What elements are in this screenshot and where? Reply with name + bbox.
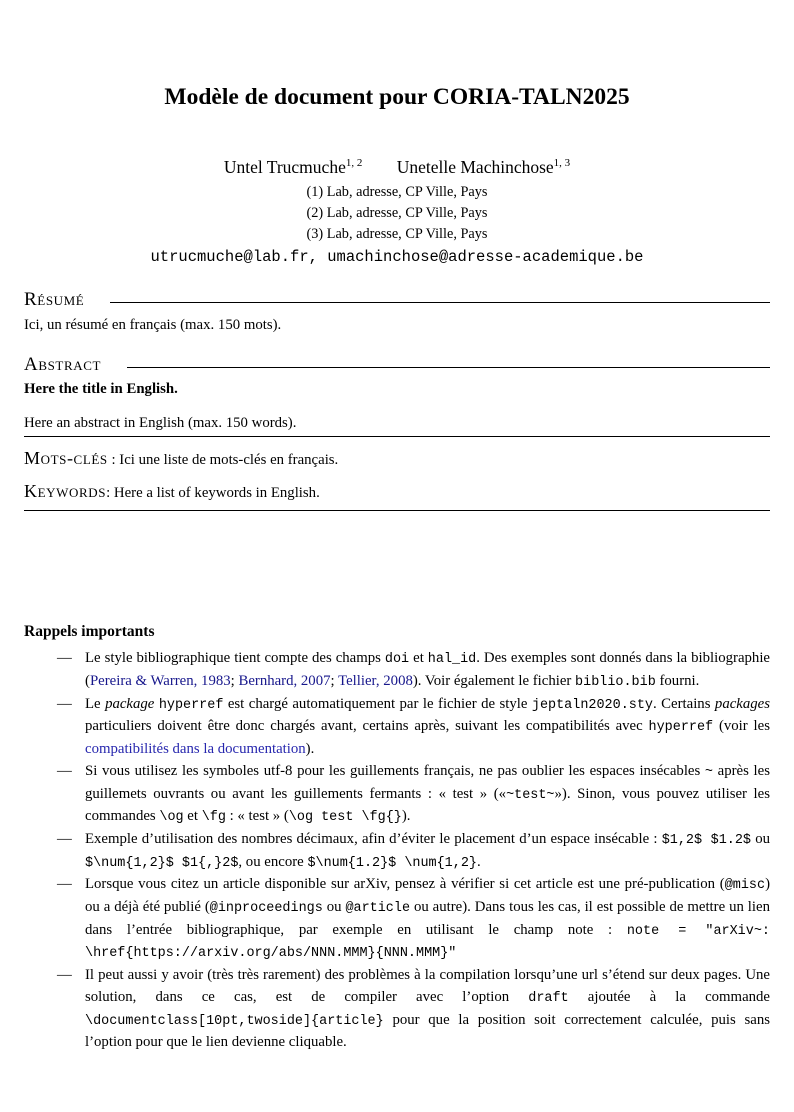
frontmatter-section bbox=[24, 289, 770, 511]
motscles-separator: : bbox=[107, 452, 120, 469]
emphasis-text: package bbox=[105, 695, 155, 712]
inline-code: biblio.bib bbox=[575, 675, 656, 691]
dash-marker: — bbox=[57, 762, 72, 779]
affiliation-2: (2) Lab, adresse, CP Ville, Pays bbox=[306, 205, 488, 222]
text-segment: ). Voir également le fichier bbox=[412, 673, 576, 690]
text-segment: est chargé automatiquement par le fichier de style bbox=[223, 695, 532, 712]
text-segment: et bbox=[409, 650, 428, 667]
list-item bbox=[24, 874, 770, 965]
dash-marker: — bbox=[57, 695, 72, 712]
inline-code: hal_id bbox=[427, 652, 477, 668]
inline-code: doi bbox=[384, 652, 410, 668]
text-segment: ; bbox=[230, 673, 239, 690]
list-item bbox=[24, 694, 770, 761]
affiliations-block bbox=[24, 182, 770, 245]
emphasis-text: packages bbox=[714, 695, 770, 712]
keywords-label: Keywords bbox=[24, 481, 107, 502]
authors-line bbox=[24, 157, 770, 178]
inline-code: \og bbox=[159, 810, 184, 826]
text-segment: ; bbox=[330, 673, 339, 690]
inline-code: hyperref bbox=[158, 697, 224, 713]
text-segment: . Certains bbox=[653, 695, 715, 712]
list-item-text bbox=[85, 696, 770, 757]
resume-text: Ici, un résumé en français (max. 150 mots). bbox=[24, 317, 282, 334]
list-item-text bbox=[85, 650, 770, 689]
author-2 bbox=[397, 157, 570, 177]
author-emails: utrucmuche@lab.fr, umachinchose@adresse-academique.be bbox=[150, 248, 644, 267]
text-segment: , ou encore bbox=[238, 853, 308, 870]
text-segment: fourni. bbox=[655, 673, 700, 690]
keywords-separator: : bbox=[106, 485, 114, 502]
abstract-label: Abstract bbox=[24, 354, 102, 376]
list-item-text bbox=[85, 876, 770, 960]
text-segment: après les guillemets ouvrants ou avant les guillements fermants : « test » (« bbox=[85, 762, 770, 802]
resume-rule bbox=[110, 302, 770, 303]
text-segment: Le style bibliographique tient compte des champs bbox=[85, 650, 385, 667]
list-item bbox=[24, 761, 770, 829]
inline-code: $\num{1,2}$ $1{,}2$ bbox=[85, 855, 239, 871]
citation-link[interactable]: Bernhard, 2007 bbox=[238, 673, 331, 690]
abstract-section-header bbox=[24, 354, 770, 376]
text-segment: et bbox=[183, 808, 202, 825]
inline-code: \og test \fg{} bbox=[288, 810, 402, 826]
inline-code: @misc bbox=[724, 878, 766, 894]
dash-marker: — bbox=[57, 830, 72, 847]
motscles-line bbox=[24, 449, 770, 469]
list-item-text bbox=[85, 967, 770, 1050]
rappels-section bbox=[24, 623, 770, 1054]
author-affiliation-sup: 1, 3 bbox=[553, 157, 571, 170]
abstract-rule bbox=[127, 367, 770, 368]
inline-code: $1,2$ $1.2$ bbox=[661, 832, 752, 848]
text-segment: ) ou a déjà été publié ( bbox=[85, 876, 770, 916]
inline-code: @article bbox=[345, 901, 411, 917]
author-1 bbox=[224, 157, 363, 177]
text-segment: ou bbox=[751, 830, 771, 847]
list-item bbox=[24, 648, 770, 693]
dash-marker: — bbox=[57, 876, 72, 893]
list-item-text bbox=[85, 831, 770, 870]
affiliation-3: (3) Lab, adresse, CP Ville, Pays bbox=[306, 226, 488, 243]
text-segment: ou bbox=[322, 899, 346, 916]
inline-code: \fg bbox=[201, 810, 226, 826]
dash-marker: — bbox=[57, 967, 72, 984]
text-segment: Lorsque vous citez un article disponible sur arXiv, pensez à vérifier si cet article est une pré-publication ( bbox=[85, 876, 725, 893]
text-segment: ou autre). Dans tous les cas, il est possible de mettre un lien dans l’entrée bibliographique, par exemple en utilisant le champ note : bbox=[85, 899, 770, 938]
keywords-line bbox=[24, 482, 770, 511]
inline-code: \documentclass[10pt,twoside]{article} bbox=[85, 1013, 384, 1029]
inline-code: ~test~ bbox=[506, 787, 555, 803]
paper-header bbox=[24, 84, 770, 268]
text-segment: ajoutée à la commande bbox=[568, 988, 771, 1005]
text-segment: : « test » ( bbox=[225, 808, 289, 825]
text-segment: ). bbox=[305, 741, 315, 758]
text-segment: Si vous utilisez les symboles utf-8 pour les guillements français, ne pas oublier les espaces insécables bbox=[85, 762, 705, 779]
motscles-text: Ici une liste de mots-clés en français. bbox=[119, 452, 339, 469]
inline-code: note = "arXiv~: \href{https://arxiv.org/abs/NNN.MMM}{NNN.MMM}" bbox=[85, 923, 770, 962]
keywords-text: Here a list of keywords in English. bbox=[113, 485, 320, 502]
resume-section-header bbox=[24, 289, 770, 311]
resume-label: Résumé bbox=[24, 289, 85, 311]
citation-link[interactable]: Pereira & Warren, 1983 bbox=[89, 673, 231, 690]
dash-marker: — bbox=[57, 650, 72, 667]
text-segment: Le bbox=[85, 695, 106, 712]
author-name: Unetelle Machinchose bbox=[396, 157, 554, 178]
motscles-label: Mots-clés bbox=[24, 448, 108, 469]
rappels-heading: Rappels importants bbox=[24, 623, 155, 641]
text-segment: particuliers doivent être donc chargés avant, certains après, suivant les compatibilités avec bbox=[85, 718, 649, 735]
abstract-text: Here an abstract in English (max. 150 words). bbox=[24, 415, 770, 437]
rappels-list bbox=[24, 648, 770, 1054]
text-segment: »). Sinon, vous pouvez utiliser les commandes bbox=[85, 785, 770, 825]
inline-code: jeptaln2020.sty bbox=[531, 697, 653, 713]
list-item bbox=[24, 829, 770, 874]
inline-code: draft bbox=[528, 990, 569, 1006]
text-segment: ). bbox=[401, 808, 411, 825]
paper-title: Modèle de document pour CORIA-TALN2025 bbox=[164, 84, 630, 110]
list-item bbox=[24, 965, 770, 1054]
list-item-text bbox=[85, 763, 770, 824]
affiliation-1: (1) Lab, adresse, CP Ville, Pays bbox=[306, 184, 488, 201]
author-name: Untel Trucmuche bbox=[223, 157, 346, 178]
text-segment: . bbox=[476, 853, 481, 870]
text-segment: . Des exemples sont donnés dans la bibliographie ( bbox=[85, 650, 771, 690]
inline-code: $\num{1.2}$ \num{1,2} bbox=[307, 855, 477, 871]
text-segment: Il peut aussi y avoir (très très rarement) des problèmes à la compilation lorsqu’une url s’étend sur deux pages. Une solution, dans ce cas, est de compiler avec l’option bbox=[85, 967, 770, 1005]
hyperlink[interactable]: compatibilités dans la documentation bbox=[85, 741, 306, 758]
text-segment: (voir les bbox=[713, 718, 770, 735]
text-segment: Exemple d’utilisation des nombres décimaux, afin d’éviter le placement d’un espace insécable : bbox=[85, 830, 662, 847]
text-segment: pour que la position soit correctement calculée, puis sans l’option pour que le lien devienne cliquable. bbox=[85, 1011, 770, 1051]
inline-code: hyperref bbox=[648, 720, 714, 736]
author-affiliation-sup: 1, 2 bbox=[345, 157, 363, 170]
inline-code: ~ bbox=[704, 764, 713, 780]
english-title: Here the title in English. bbox=[24, 381, 178, 398]
inline-code: @inproceedings bbox=[209, 901, 323, 917]
citation-link[interactable]: Tellier, 2008 bbox=[338, 673, 413, 690]
